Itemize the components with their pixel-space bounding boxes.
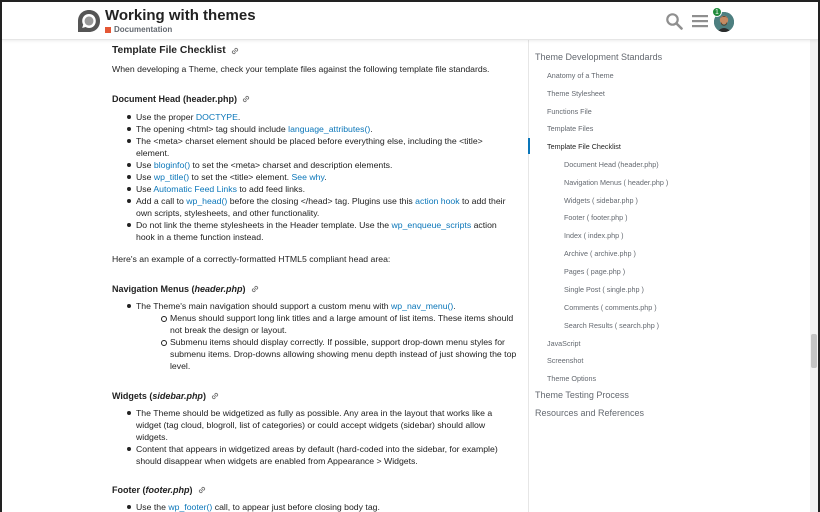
wp-title-link[interactable]: wp_title() (153, 172, 190, 182)
vertical-scrollbar[interactable] (810, 40, 818, 512)
notification-badge[interactable]: 1 (712, 7, 722, 17)
link-icon[interactable] (197, 485, 207, 495)
toc-item[interactable]: Theme Stylesheet (547, 89, 605, 98)
text: . (237, 112, 241, 122)
discourse-logo-icon[interactable] (76, 8, 102, 34)
text: Use (136, 160, 154, 170)
text: call, to appear just before closing body tag. (212, 502, 380, 512)
nav-menus-list (112, 300, 517, 372)
toc-item[interactable]: Template Files (547, 124, 594, 133)
toc-item[interactable]: Search Results ( search.php ) (564, 321, 660, 330)
list-item (126, 501, 517, 512)
section-heading-text: Template File Checklist (112, 45, 226, 56)
toc-item[interactable]: Pages ( page.php ) (564, 267, 626, 276)
toc-item[interactable]: Archive ( archive.php ) (564, 249, 636, 258)
text: The Theme's main navigation should support a custom menu with (136, 301, 392, 311)
text: sidebar.php (152, 391, 203, 401)
wp-footer-link[interactable]: wp_footer() (168, 502, 213, 512)
text: Do not link the theme stylesheets in the Header template. Use the (136, 220, 392, 230)
list-item (126, 159, 517, 171)
toc-item[interactable]: Theme Testing Process (535, 390, 629, 400)
wp-head-link[interactable]: wp_head() (186, 196, 228, 206)
intro-paragraph: When developing a Theme, check your template files against the following template file standards. (112, 64, 490, 74)
text: Widgets ( (112, 391, 153, 401)
text: Use the proper (136, 112, 196, 122)
hamburger-menu-icon[interactable] (691, 12, 709, 30)
doc-head-heading-text: Document Head (header.php) (112, 94, 238, 104)
widgets-list (112, 407, 517, 467)
site-header (2, 2, 818, 40)
text: ) (202, 391, 206, 401)
text: Use (136, 172, 154, 182)
list-item (126, 219, 517, 243)
link-icon[interactable] (250, 284, 260, 294)
list-item (126, 171, 517, 183)
list-item: Submenu items should display correctly. If possible, support drop-down menu styles for submenu items. Drop-downs allowing showing menu depth instead of just showing the top level. (160, 336, 517, 372)
text: ) (189, 485, 193, 495)
toc-item[interactable]: Single Post ( single.php ) (564, 285, 644, 294)
text: Add a call to (136, 196, 187, 206)
text: The <meta> charset element should be placed before everything else, including the <title> element. (136, 136, 483, 158)
text: Use the (136, 502, 169, 512)
text: Use (136, 184, 154, 194)
toc-item[interactable]: Document Head (header.php) (564, 160, 659, 169)
toc-item[interactable]: Screenshot (547, 356, 584, 365)
toc-item[interactable]: Resources and References (535, 408, 645, 418)
text: . (453, 301, 456, 311)
text: before the closing </head> tag. Plugins use this (227, 196, 416, 206)
list-item: Content that appears in widgetized areas by default (hard-coded into the sidebar, for example) should disappear when widgets are enabled from Appearance > Widgets. (126, 443, 517, 467)
text: header.php (194, 284, 243, 294)
footer-list (112, 501, 517, 512)
toc-item[interactable]: JavaScript (547, 339, 581, 348)
topic-title[interactable]: Working with themes (105, 7, 256, 24)
text: to set the <title> element. (189, 172, 292, 182)
nav-menus-heading (112, 283, 517, 295)
toc-item[interactable]: Functions File (547, 107, 592, 116)
post-content (112, 40, 517, 512)
toc-item[interactable]: Theme Development Standards (535, 52, 663, 62)
toc-item[interactable]: Anatomy of a Theme (547, 71, 614, 80)
toc-active-indicator (528, 138, 530, 154)
text: to add feed links. (236, 184, 306, 194)
text: Navigation Menus ( (112, 284, 195, 294)
toc-item[interactable]: Theme Options (547, 374, 597, 383)
language-attributes-link[interactable]: language_attributes() (288, 124, 371, 134)
example-paragraph: Here's an example of a correctly-formatted HTML5 compliant head area: (112, 254, 391, 264)
toc-item[interactable]: Comments ( comments.php ) (564, 303, 657, 312)
list-item (126, 300, 517, 372)
toc-item-active[interactable]: Template File Checklist (547, 142, 621, 151)
text: action hook in a theme function instead. (136, 220, 497, 242)
link-icon[interactable] (241, 94, 251, 104)
doc-head-list (112, 111, 517, 243)
toc-item[interactable]: Index ( index.php ) (564, 231, 624, 240)
category-color-swatch (105, 27, 111, 33)
nav-menus-sublist (136, 312, 517, 372)
list-item (126, 111, 517, 123)
scrollbar-thumb[interactable] (811, 334, 817, 368)
doctype-link[interactable]: DOCTYPE (195, 112, 238, 122)
list-item (126, 123, 517, 135)
text: . (324, 172, 327, 182)
table-of-contents (528, 40, 810, 512)
widgets-heading (112, 390, 517, 402)
doc-head-heading (112, 93, 517, 105)
text: The opening <html> tag should include (136, 124, 289, 134)
text: Footer ( (112, 485, 146, 495)
text: to add their own scripts, stylesheets, and other functionality. (136, 196, 506, 218)
toc-item[interactable]: Footer ( footer.php ) (564, 213, 628, 222)
footer-heading (112, 484, 517, 496)
list-item: The Theme should be widgetized as fully as possible. Any area in the layout that works like a widget (tag cloud, blogroll, list of categories) or could accept widgets (sidebar) should allow widgets. (126, 407, 517, 443)
section-heading (112, 45, 517, 57)
see-why-link[interactable]: See why (291, 172, 325, 182)
list-item (126, 135, 517, 159)
category-label: Documentation (114, 25, 173, 34)
link-icon[interactable] (230, 46, 240, 56)
text: ) (242, 284, 246, 294)
list-item (126, 195, 517, 219)
automatic-feed-links-link[interactable]: Automatic Feed Links (153, 184, 237, 194)
toc-item[interactable]: Navigation Menus ( header.php ) (564, 178, 669, 187)
list-item (126, 183, 517, 195)
text: footer.php (145, 485, 190, 495)
category-badge[interactable] (105, 25, 172, 34)
wp-nav-menu-link[interactable]: wp_nav_menu() (391, 301, 454, 311)
list-item: Menus should support long link titles and a large amount of list items. These items should not break the design or layout. (160, 312, 517, 336)
text: . (370, 124, 373, 134)
toc-item[interactable]: Widgets ( sidebar.php ) (564, 196, 638, 205)
search-icon[interactable] (665, 12, 683, 30)
text: to set the <meta> charset and description elements. (190, 160, 393, 170)
action-hook-link[interactable]: action hook (415, 196, 460, 206)
wp-enqueue-scripts-link[interactable]: wp_enqueue_scripts (391, 220, 472, 230)
link-icon[interactable] (210, 391, 220, 401)
bloginfo-link[interactable]: bloginfo() (153, 160, 191, 170)
